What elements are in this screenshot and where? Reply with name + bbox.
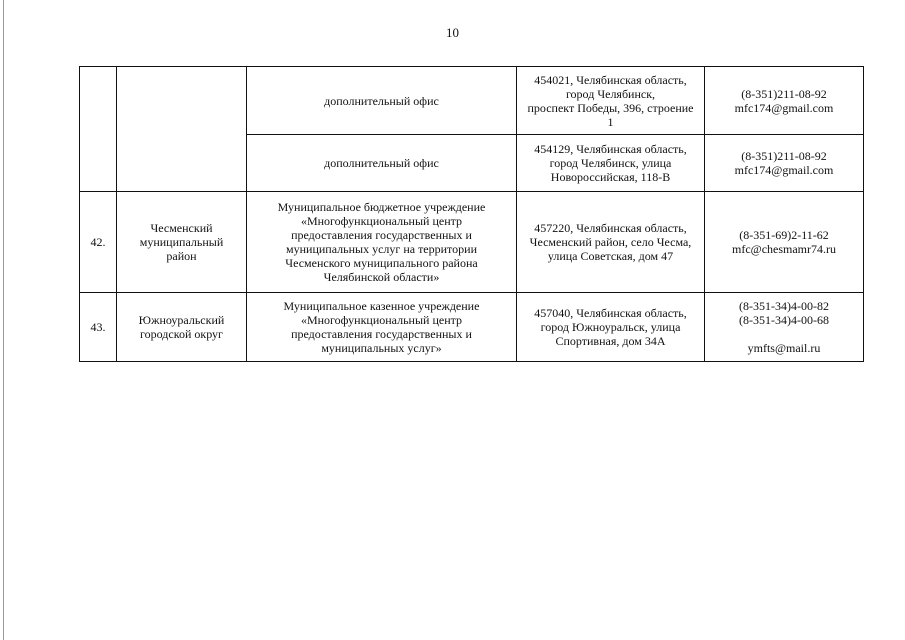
table-row xyxy=(80,293,864,362)
address-cell: 454129, Челябинская область, город Челябинск, улица Новороссийская, 118-В xyxy=(517,135,705,192)
contacts-cell: (8-351)211-08-92 mfc174@gmail.com xyxy=(705,67,864,135)
organization-cell: дополнительный офис xyxy=(247,67,517,135)
scan-edge-line xyxy=(3,0,4,640)
address-cell: 457040, Челябинская область, город Южноуральск, улица Спортивная, дом 34А xyxy=(517,293,705,362)
row-number-cell: 42. xyxy=(80,192,117,293)
contacts-cell: (8-351)211-08-92 mfc174@gmail.com xyxy=(705,135,864,192)
organization-cell: Муниципальное бюджетное учреждение «Многофункциональный центр предоставления государственных и муниципальных услуг на территории Чесменского муниципального района Челябинской области» xyxy=(247,192,517,293)
address-cell: 454021, Челябинская область, город Челябинск, проспект Победы, 396, строение 1 xyxy=(517,67,705,135)
table-row xyxy=(80,192,864,293)
mfc-registry-table xyxy=(79,66,864,362)
contacts-cell: (8-351-69)2-11-62 mfc@chesmamr74.ru xyxy=(705,192,864,293)
row-number-cell xyxy=(80,67,117,192)
municipality-cell: Чесменский муниципальный район xyxy=(117,192,247,293)
table-row xyxy=(80,67,864,135)
page-number: 10 xyxy=(446,25,459,40)
municipality-cell xyxy=(117,67,247,192)
organization-cell: дополнительный офис xyxy=(247,135,517,192)
municipality-cell: Южноуральский городской округ xyxy=(117,293,247,362)
row-number-cell: 43. xyxy=(80,293,117,362)
address-cell: 457220, Челябинская область, Чесменский район, село Чесма, улица Советская, дом 47 xyxy=(517,192,705,293)
contacts-cell: (8-351-34)4-00-82 (8-351-34)4-00-68 ymfts@mail.ru xyxy=(705,293,864,362)
organization-cell: Муниципальное казенное учреждение «Многофункциональный центр предоставления государственных и муниципальных услуг» xyxy=(247,293,517,362)
